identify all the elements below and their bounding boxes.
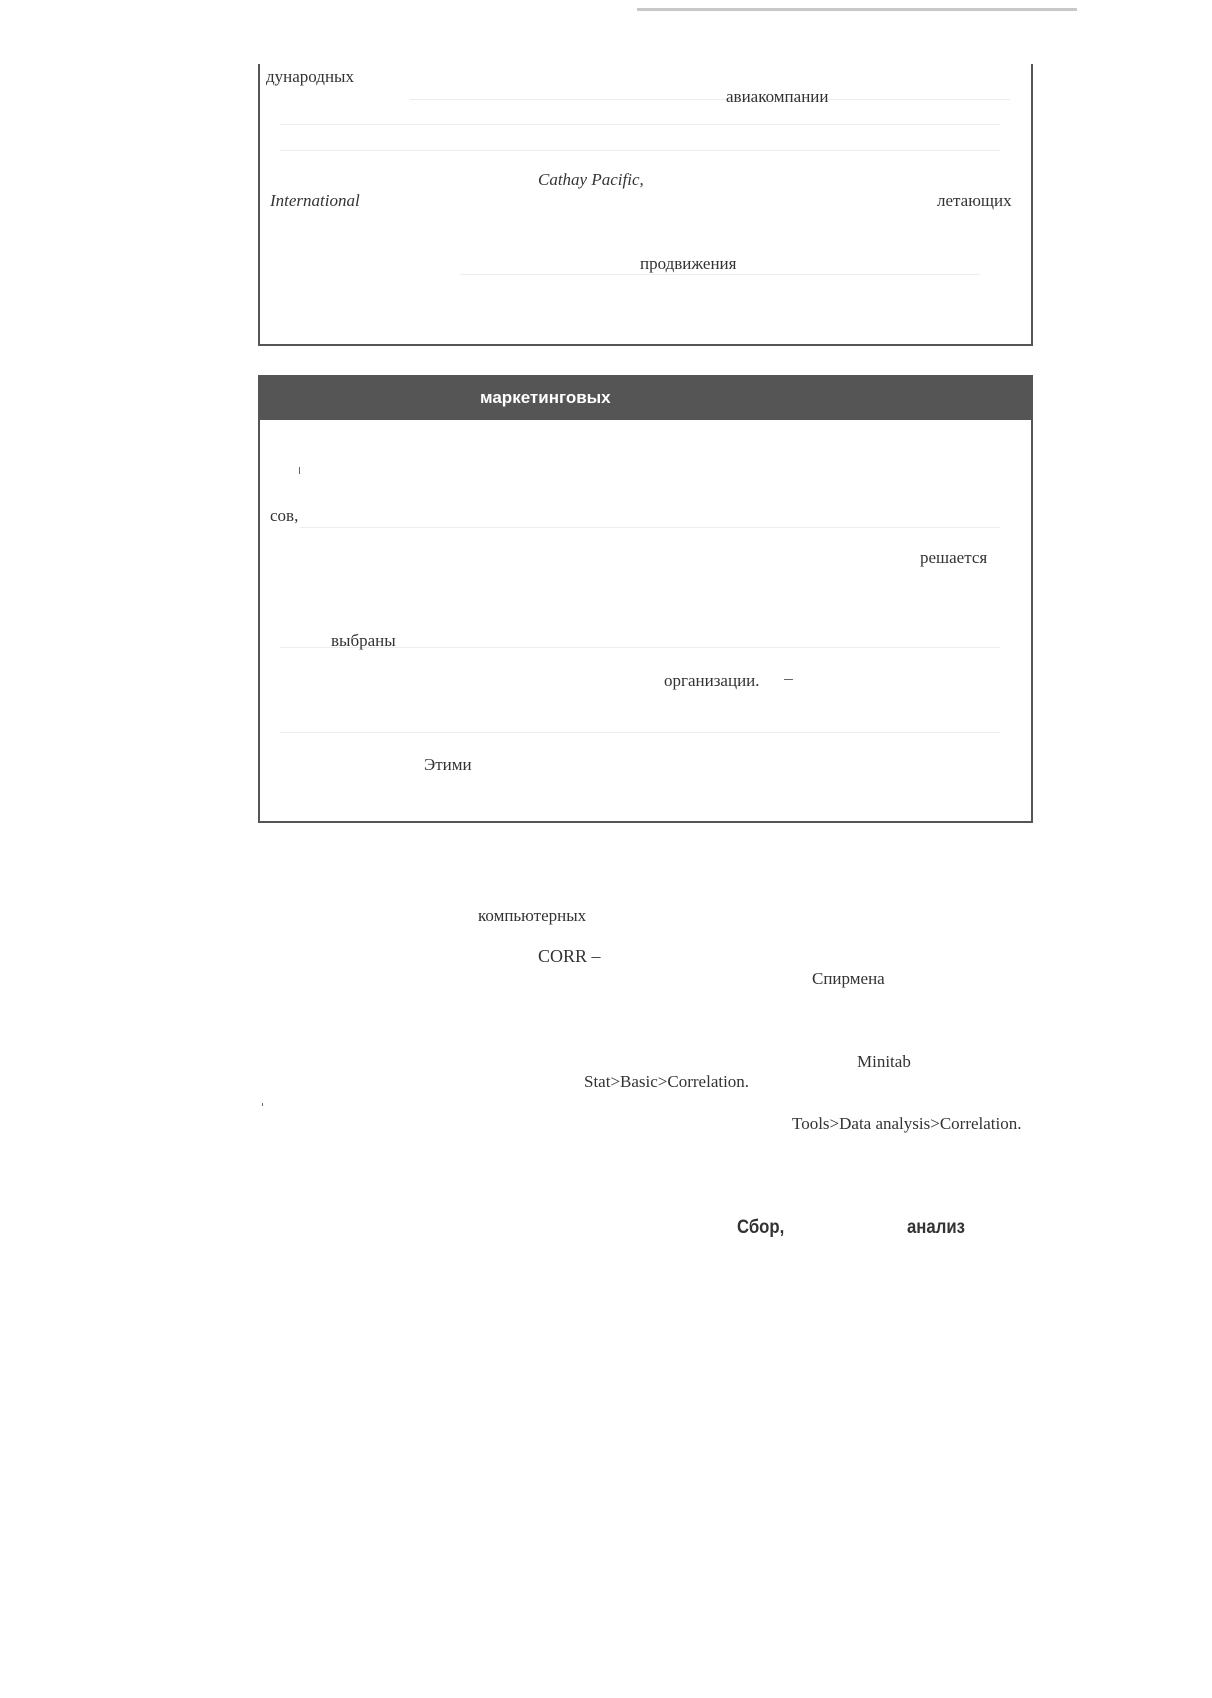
footer-right-word: анализ — [907, 1217, 965, 1238]
word-corr: CORR – — [538, 946, 601, 966]
word-international: International — [270, 191, 360, 210]
case-box-marketing — [258, 375, 1033, 823]
faded-line — [300, 527, 1000, 528]
footer-left-word: Сбор, — [737, 1217, 785, 1238]
word-organizatsii: организации. — [664, 671, 760, 690]
word-letayushchikh: летающих — [937, 191, 1012, 210]
scan-mark — [262, 1103, 263, 1106]
faded-line — [280, 124, 1000, 125]
word-prodvizheniya: продвижения — [640, 254, 737, 273]
word-vybrany: выбраны — [331, 631, 396, 650]
word-sov: сов, — [270, 506, 299, 525]
faded-line — [280, 150, 1000, 151]
scan-mark — [784, 679, 793, 680]
case-box-top — [258, 64, 1033, 346]
word-stat-basic-correlation: Stat>Basic>Correlation. — [584, 1072, 750, 1091]
word-tools-data-analysis-correlation: Tools>Data analysis>Correlation. — [792, 1114, 1022, 1133]
word-etimi: Этими — [424, 755, 472, 774]
word-spirmena: Спирмена — [812, 969, 885, 988]
scan-mark — [299, 467, 300, 474]
word-kompyuternykh: компьютерных — [478, 906, 587, 925]
word-aviakompanii: авиакомпании — [726, 87, 829, 106]
faded-line — [280, 732, 1000, 733]
word-reshaetsya: решается — [920, 548, 988, 567]
box-header-title: маркетинговых — [480, 388, 611, 407]
box-header — [260, 377, 1031, 420]
word-cathay-pacific: Cathay Pacific, — [538, 170, 644, 189]
word-minitab: Minitab — [857, 1052, 911, 1071]
top-rule — [637, 8, 1077, 11]
word-dunarodnykh: дународных — [266, 67, 354, 86]
faded-line — [460, 274, 980, 275]
faded-line — [410, 99, 1010, 100]
